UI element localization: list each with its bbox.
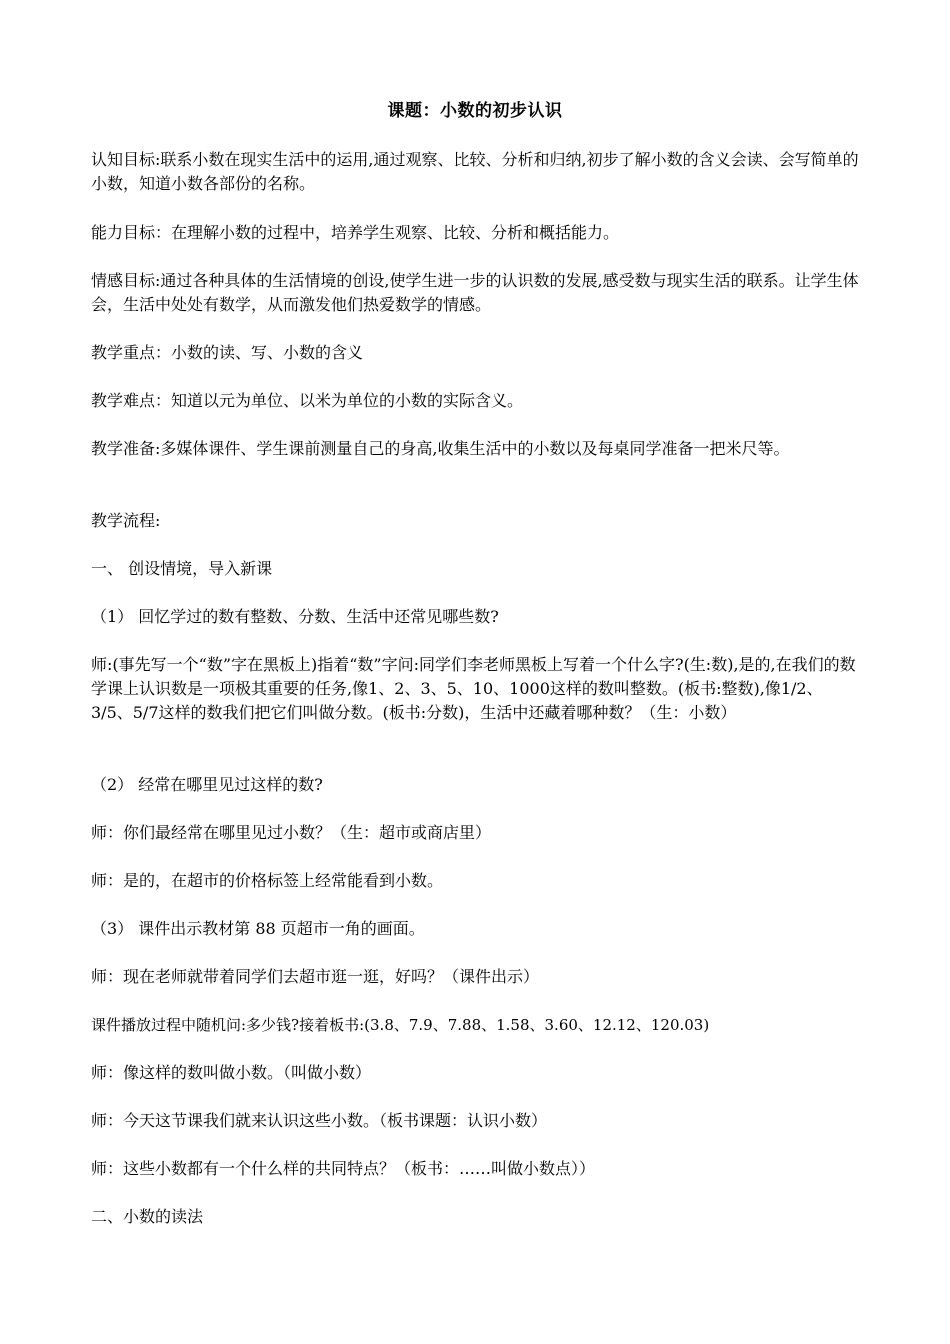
paragraph-difficult-point: 教学难点：知道以元为单位、以米为单位的小数的实际含义。 xyxy=(91,391,524,410)
paragraph-emotion-goal: 情感目标:通过各种具体的生活情境的创设,使学生进一步的认识数的发展,感受数与现实生活的联系。让学生体会，生活中处处有数学，从而激发他们热爱数学的情感。 xyxy=(91,271,859,314)
paragraph-flow-heading: 教学流程: xyxy=(91,511,161,530)
paragraph-preparation: 教学准备:多媒体课件、学生课前测量自己的身高,收集生活中的小数以及每桌同学准备一把米尺等。 xyxy=(91,439,790,458)
teacher-dialogue-4: 师：现在老师就带着同学们去超市逛一逛，好吗？（课件出示） xyxy=(91,967,540,986)
courseware-note: 课件播放过程中随机问:多少钱?接着板书:(3.8、7.9、7.88、1.58、3.60、12.12、120.03) xyxy=(91,1016,710,1034)
paragraph-ability-goal: 能力目标：在理解小数的过程中，培养学生观察、比较、分析和概括能力。 xyxy=(91,223,620,242)
step-1: （1） 回忆学过的数有整数、分数、生活中还常见哪些数? xyxy=(91,607,499,626)
step-2: （2） 经常在哪里见过这样的数? xyxy=(91,775,323,794)
teacher-dialogue-5: 师：像这样的数叫做小数。（叫做小数） xyxy=(91,1063,372,1082)
paragraph-cognitive-goal: 认知目标:联系小数在现实生活中的运用,通过观察、比较、分析和归纳,初步了解小数的含义会读、会写简单的小数，知道小数各部份的名称。 xyxy=(91,150,859,193)
teacher-dialogue-3: 师：是的，在超市的价格标签上经常能看到小数。 xyxy=(91,871,444,890)
teacher-dialogue-6: 师：今天这节课我们就来认识这些小数。（板书课题：认识小数） xyxy=(91,1111,548,1130)
section-heading-1: 一、 创设情境，导入新课 xyxy=(91,559,273,578)
teacher-dialogue-1: 师:(事先写一个“数”字在黑板上)指着“数”字问:同学们李老师黑板上写着一个什么字?(生:数),是的,在我们的数学课上认识数是一项极其重要的任务,像1、2、3、5、10、1000这样的数叫整数。(板书:整数),像1/2、3/5、5/7这样的数我们把它们叫做分数。(板书:分数)，生活中还藏着哪种数？（生：小数） xyxy=(91,655,856,722)
step-3: （3） 课件出示教材第 88 页超市一角的画面。 xyxy=(91,919,425,938)
page-title: 课题：小数的初步认识 xyxy=(387,101,563,121)
section-heading-2: 二、小数的读法 xyxy=(91,1207,204,1226)
paragraph-key-point: 教学重点：小数的读、写、小数的含义 xyxy=(91,343,364,362)
teacher-dialogue-7: 师：这些小数都有一个什么样的共同特点？（板书：……叫做小数点）） xyxy=(91,1159,596,1178)
teacher-dialogue-2: 师：你们最经常在哪里见过小数？（生：超市或商店里） xyxy=(91,823,492,842)
